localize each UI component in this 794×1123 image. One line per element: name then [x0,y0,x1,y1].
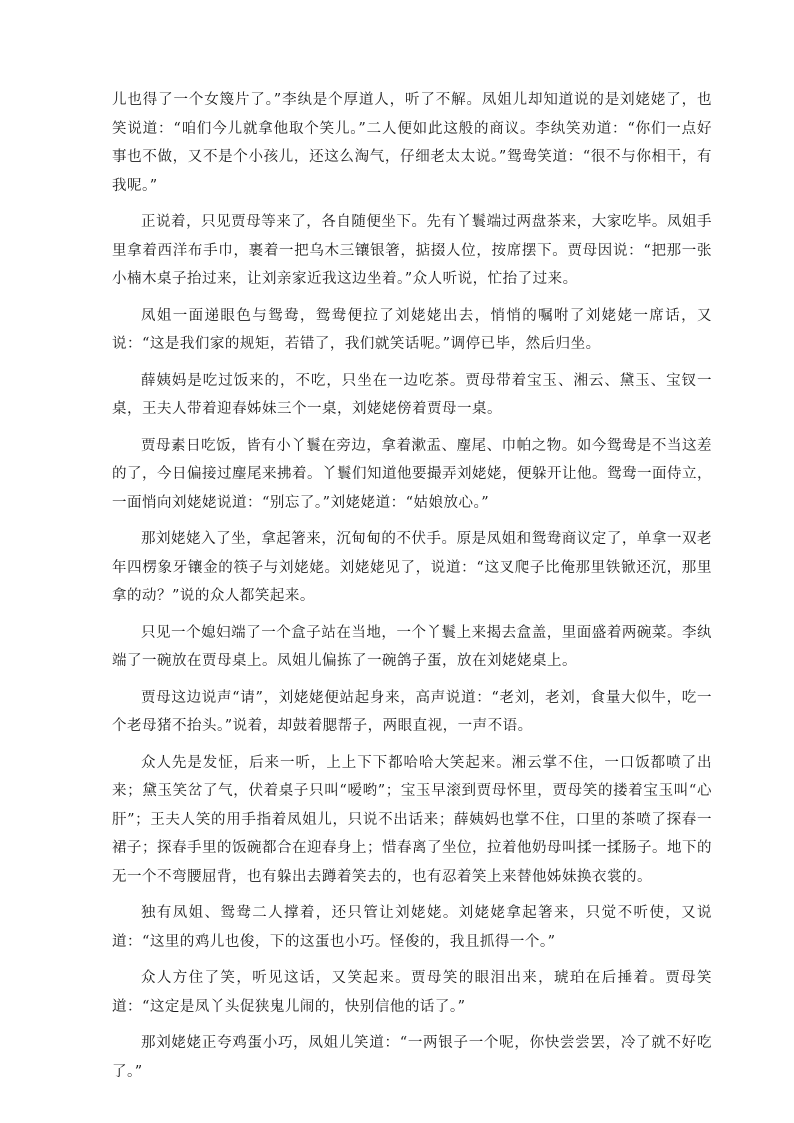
paragraph-8: 贾母这边说声“请”，刘姥姥便站起身来，高声说道：“老刘，老刘，食量大似牛，吃一个老母猪不抬头。”说着，却鼓着腮帮子，两眼直视，一声不语。 [112,689,712,734]
paragraph-1: 儿也得了一个女篾片了。”李纨是个厚道人，听了不解。凤姐儿却知道说的是刘姥姥了，也笑说道：“咱们今儿就拿他取个笑儿。”二人便如此这般的商议。李纨笑劝道：“你们一点好事也不做，又不是个小孩儿，还这么淘气，仔细老太太说。”鸳鸯笑道：“很不与你相干，有我呢。” [112,92,712,194]
paragraph-5: 贾母素日吃饭，皆有小丫鬟在旁边，拿着漱盂、麈尾、巾帕之物。如今鸳鸯是不当这差的了，今日偏接过麈尾来拂着。丫鬟们知道他要撮弄刘姥姥，便躲开让他。鸳鸯一面侍立，一面悄向刘姥姥说道：“别忘了。”刘姥姥道：“姑娘放心。” [112,437,712,511]
paragraph-9: 众人先是发怔，后来一听，上上下下都哈哈大笑起来。湘云掌不住，一口饭都喷了出来；黛玉笑岔了气，伏着桌子只叫“嗳哟”；宝玉早滚到贾母怀里，贾母笑的搂着宝玉叫“心肝”；王夫人笑的用手指着凤姐儿，只说不出话来；薛姨妈也掌不住，口里的茶喷了探春一裙子；探春手里的饭碗都合在迎春身上；惜春离了坐位，拉着他奶母叫揉一揉肠子。地下的无一个不弯腰屈背，也有躲出去蹲着笑去的，也有忍着笑上来替他姊妹换衣裳的。 [112,754,712,885]
paragraph-12: 那刘姥姥正夸鸡蛋小巧，凤姐儿笑道：“一两银子一个呢，你快尝尝罢，冷了就不好吃了。” [112,1035,712,1080]
paragraph-10: 独有凤姐、鸳鸯二人撑着，还只管让刘姥姥。刘姥姥拿起箸来，只觉不听使，又说道：“这里的鸡儿也俊，下的这蛋也小巧。怪俊的，我且抓得一个。” [112,905,712,950]
paragraph-4: 薛姨妈是吃过饭来的，不吃，只坐在一边吃茶。贾母带着宝玉、湘云、黛玉、宝钗一桌，王夫人带着迎春姊妹三个一桌，刘姥姥傍着贾母一桌。 [112,372,712,417]
paragraph-7: 只见一个媳妇端了一个盒子站在当地，一个丫鬟上来揭去盒盖，里面盛着两碗菜。李纨端了一碗放在贾母桌上。凤姐儿偏拣了一碗鸽子蛋，放在刘姥姥桌上。 [112,624,712,669]
paragraph-11: 众人方住了笑，听见这话，又笑起来。贾母笑的眼泪出来，琥珀在后捶着。贾母笑道：“这定是凤丫头促狭鬼儿闹的，快别信他的话了。” [112,970,712,1015]
paragraph-3: 凤姐一面递眼色与鸳鸯，鸳鸯便拉了刘姥姥出去，悄悄的嘱咐了刘姥姥一席话，又说：“这是我们家的规矩，若错了，我们就笑话呢。”调停已毕，然后归坐。 [112,307,712,352]
document-page [112,86,712,1094]
paragraph-6: 那刘姥姥入了坐，拿起箸来，沉甸甸的不伏手。原是凤姐和鸳鸯商议定了，单拿一双老年四楞象牙镶金的筷子与刘姥姥。刘姥姥见了，说道：“这叉爬子比俺那里铁锨还沉，那里拿的动？”说的众人都笑起来。 [112,531,712,604]
paragraph-2: 正说着，只见贾母等来了，各自随便坐下。先有丫鬟端过两盘茶来，大家吃毕。凤姐手里拿着西洋布手巾，裹着一把乌木三镶银箸，掂掇人位，按席摆下。贾母因说：“把那一张小楠木桌子抬过来，让刘亲家近我这边坐着。”众人听说，忙抬了过来。 [112,214,712,287]
